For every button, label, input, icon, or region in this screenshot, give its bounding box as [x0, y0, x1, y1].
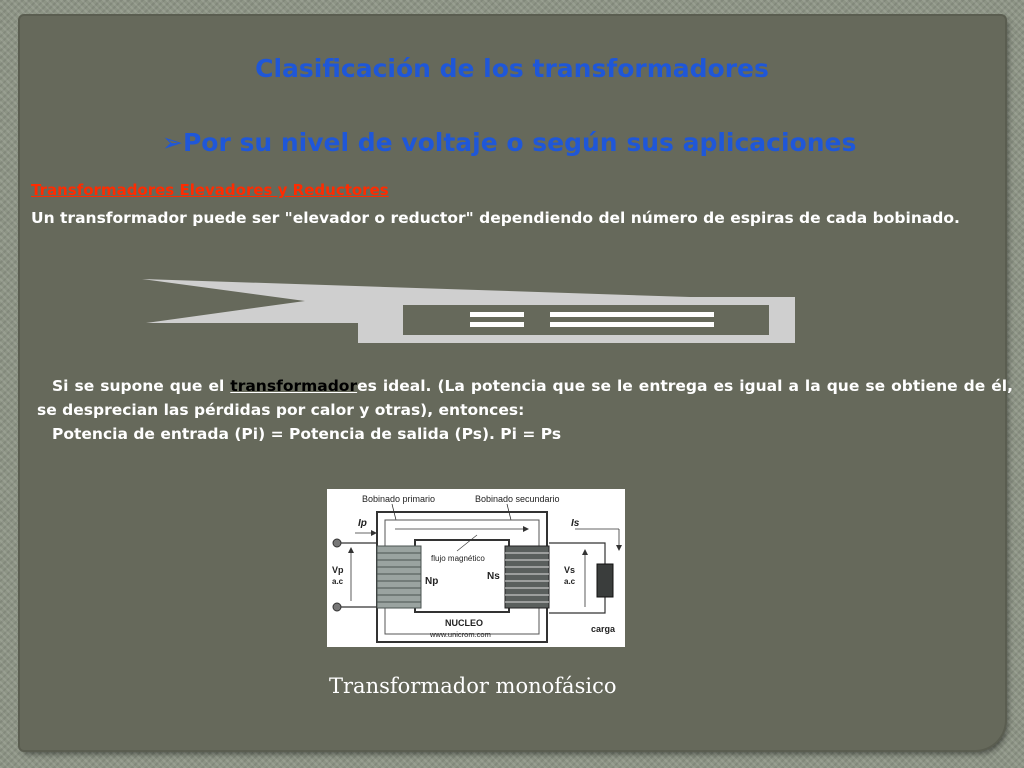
decorative-bar [550, 312, 714, 317]
ideal-text-end: es ideal. (La potencia que se le entrega es igual a la que se obtiene de él, se desprecian las pérdidas por calor y otras), entonces: [37, 377, 1013, 419]
decorative-bar [470, 312, 524, 317]
secondary-winding-label: Bobinado secundario [475, 494, 560, 504]
power-formula: Potencia de entrada (Pi) = Potencia de salida (Ps). Pi = Ps [52, 425, 562, 443]
transformador-link[interactable]: transformador [230, 377, 358, 395]
primary-winding-label: Bobinado primario [362, 494, 436, 504]
figure-caption: Transformador monofásico [329, 674, 617, 698]
vp-arrowhead [348, 547, 354, 553]
decorative-bar [470, 322, 524, 327]
core-label: NUCLEO [445, 618, 483, 628]
primary-terminal-bottom [333, 603, 341, 611]
load-label: carga [591, 624, 616, 634]
arrow-bullet-icon: ➢ [162, 128, 183, 157]
secondary-coil [505, 546, 549, 608]
ns-label: Ns [487, 571, 500, 582]
vs-arrowhead [582, 549, 588, 555]
primary-terminal-top [333, 539, 341, 547]
is-label: Is [571, 518, 580, 529]
ideal-paragraph [37, 374, 1013, 422]
decorative-arrow-shape [140, 277, 800, 345]
decorative-bar [550, 322, 714, 327]
load-resistor [597, 564, 613, 597]
secondary-wire-return [549, 597, 605, 613]
is-arrowhead [616, 545, 622, 551]
decorative-inner-panel [403, 305, 769, 335]
flux-label: flujo magnético [431, 554, 485, 563]
intro-paragraph: Un transformador puede ser "elevador o reductor" dependiendo del número de espiras de cada bobinado. [31, 209, 960, 227]
slide-title: Clasificación de los transformadores [255, 54, 769, 83]
np-label: Np [425, 576, 439, 587]
transformer-diagram [327, 489, 625, 647]
section-heading-link[interactable]: Transformadores Elevadores y Reductores [31, 181, 389, 199]
vs-label: Vs [564, 565, 576, 575]
site-label: www.unicrom.com [430, 630, 491, 639]
vp-label: Vp [332, 565, 344, 575]
primary-coil [377, 546, 421, 608]
slide-subtitle [162, 128, 856, 157]
vs-ac-label: a.c [564, 577, 576, 586]
subtitle-text: Por su nivel de voltaje o según sus aplicaciones [182, 128, 857, 157]
vp-ac-label: a.c [332, 577, 344, 586]
ip-label: Ip [358, 518, 367, 529]
ideal-text-start: Si se supone que el [52, 377, 231, 395]
secondary-wire [549, 543, 605, 564]
